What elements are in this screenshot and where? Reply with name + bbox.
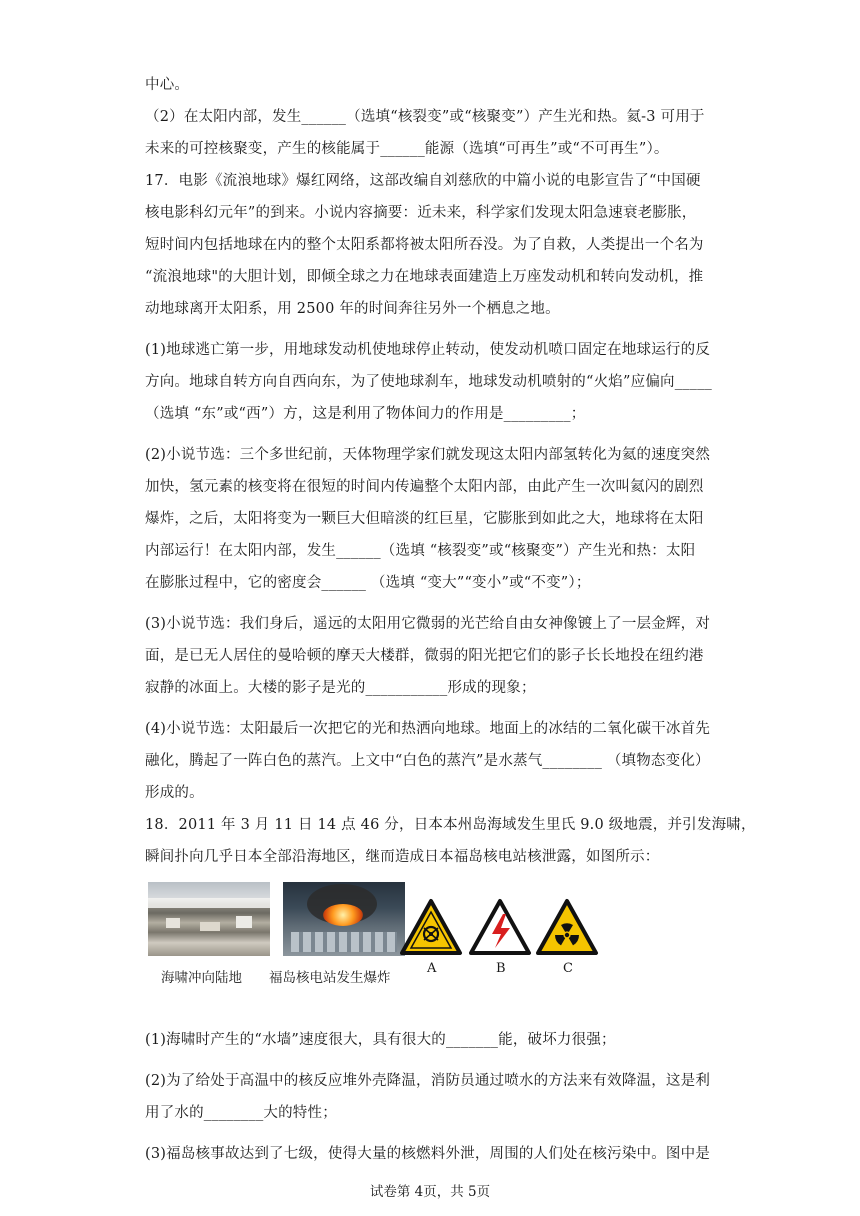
question-18-heading: 18．2011 年 3 月 11 日 14 点 46 分，日本本州岛海域发生里氏 9.0 级地震，并引发海啸，	[145, 817, 756, 833]
text-line: 爆炸，之后，太阳将变为一颗巨大但暗淡的红巨星，它膨胀到如此之大，地球将在太阳	[145, 511, 704, 527]
sign-label-c: C	[563, 961, 573, 976]
text-line: （选填 “东”或“西”）方，这是利用了物体间力的作用是_________；	[145, 406, 586, 422]
text-line: “流浪地球"的大胆计划，即倾全球之力在地球表面建造上万座发动机和转向发动机，推	[145, 269, 704, 285]
caption-tsunami: 海啸冲向陆地	[161, 970, 242, 986]
disaster-figure	[145, 882, 605, 992]
sign-label-a: A	[427, 961, 437, 976]
text-line: (1)海啸时产生的“水墙”速度很大，具有很大的_______能，破坏力很强；	[145, 1032, 616, 1048]
electric-shock-warning-icon	[468, 898, 532, 956]
text-line: (3)福岛核事故达到了七级，使得大量的核燃料外泄，周围的人们处在核污染中。图中是	[145, 1146, 711, 1162]
fukushima-explosion-photo	[283, 882, 405, 956]
text-line: 短时间内包括地球在内的整个太阳系都将被太阳所吞没。为了自救，人类提出一个名为	[145, 237, 704, 253]
page-footer: 试卷第 4页，共 5页	[369, 1184, 491, 1200]
text-line: 用了水的________大的特性；	[145, 1105, 337, 1121]
text-line: (4)小说节选：太阳最后一次把它的光和热洒向地球。地面上的冰结的二氧化碳干冰首先	[145, 721, 711, 737]
text-line: 在膨胀过程中，它的密度会______ （选填 “变大”“变小”或“不变”）；	[145, 575, 591, 591]
biohazard-warning-icon	[399, 898, 463, 956]
text-line: 寂静的冰面上。大楼的影子是光的___________形成的现象；	[145, 680, 536, 696]
text-line: 融化，腾起了一阵白色的蒸汽。上文中“白色的蒸汽”是水蒸气________ （填物态变化）	[145, 753, 710, 769]
text-line: 面，是已无人居住的曼哈顿的摩天大楼群，微弱的阳光把它们的影子长长地投在纽约港	[145, 648, 704, 664]
tsunami-photo	[148, 882, 270, 956]
caption-fukushima: 福岛核电站发生爆炸	[269, 970, 391, 986]
text-line: (2)小说节选：三个多世纪前，天体物理学家们就发现这太阳内部氢转化为氦的速度突然	[145, 447, 711, 463]
text-line: 加快，氢元素的核变将在很短的时间内传遍整个太阳内部，由此产生一次叫氦闪的剧烈	[145, 479, 704, 495]
text-line: (1)地球逃亡第一步，用地球发动机使地球停止转动，使发动机喷口固定在地球运行的反	[145, 342, 711, 358]
sign-label-b: B	[496, 961, 506, 976]
text-line: 未来的可控核聚变，产生的核能属于______能源（选填“可再生”或“不可再生”）。	[145, 141, 669, 157]
text-line: 中心。	[145, 77, 190, 93]
text-line: 动地球离开太阳系，用 2500 年的时间奔往另外一个栖息之地。	[145, 301, 560, 317]
text-line: 核电影科幻元年”的到来。小说内容摘要：近未来，科学家们发现太阳急速衰老膨胀，	[145, 205, 697, 221]
question-17-heading: 17．电影《流浪地球》爆红网络，这部改编自刘慈欣的中篇小说的电影宣告了“中国硬	[145, 173, 701, 189]
text-line: 内部运行！在太阳内部，发生______（选填 “核裂变”或“核聚变”）产生光和热：太阳	[145, 543, 696, 559]
text-line: （2）在太阳内部，发生______（选填“核裂变”或“核聚变”）产生光和热。氦-3 可用于	[145, 109, 705, 125]
text-line: (2)为了给处于高温中的核反应堆外壳降温，消防员通过喷水的方法来有效降温，这是利	[145, 1073, 711, 1089]
radiation-warning-icon	[535, 898, 599, 956]
text-line: (3)小说节选：我们身后，遥远的太阳用它微弱的光芒给自由女神像镀上了一层金辉，对	[145, 616, 711, 632]
text-line: 方向。地球自转方向自西向东，为了使地球刹车，地球发动机喷射的“火焰”应偏向_____	[145, 374, 712, 390]
text-line: 形成的。	[145, 785, 204, 801]
text-line: 瞬间扑向几乎日本全部沿海地区，继而造成日本福岛核电站核泄露，如图所示：	[145, 849, 660, 865]
